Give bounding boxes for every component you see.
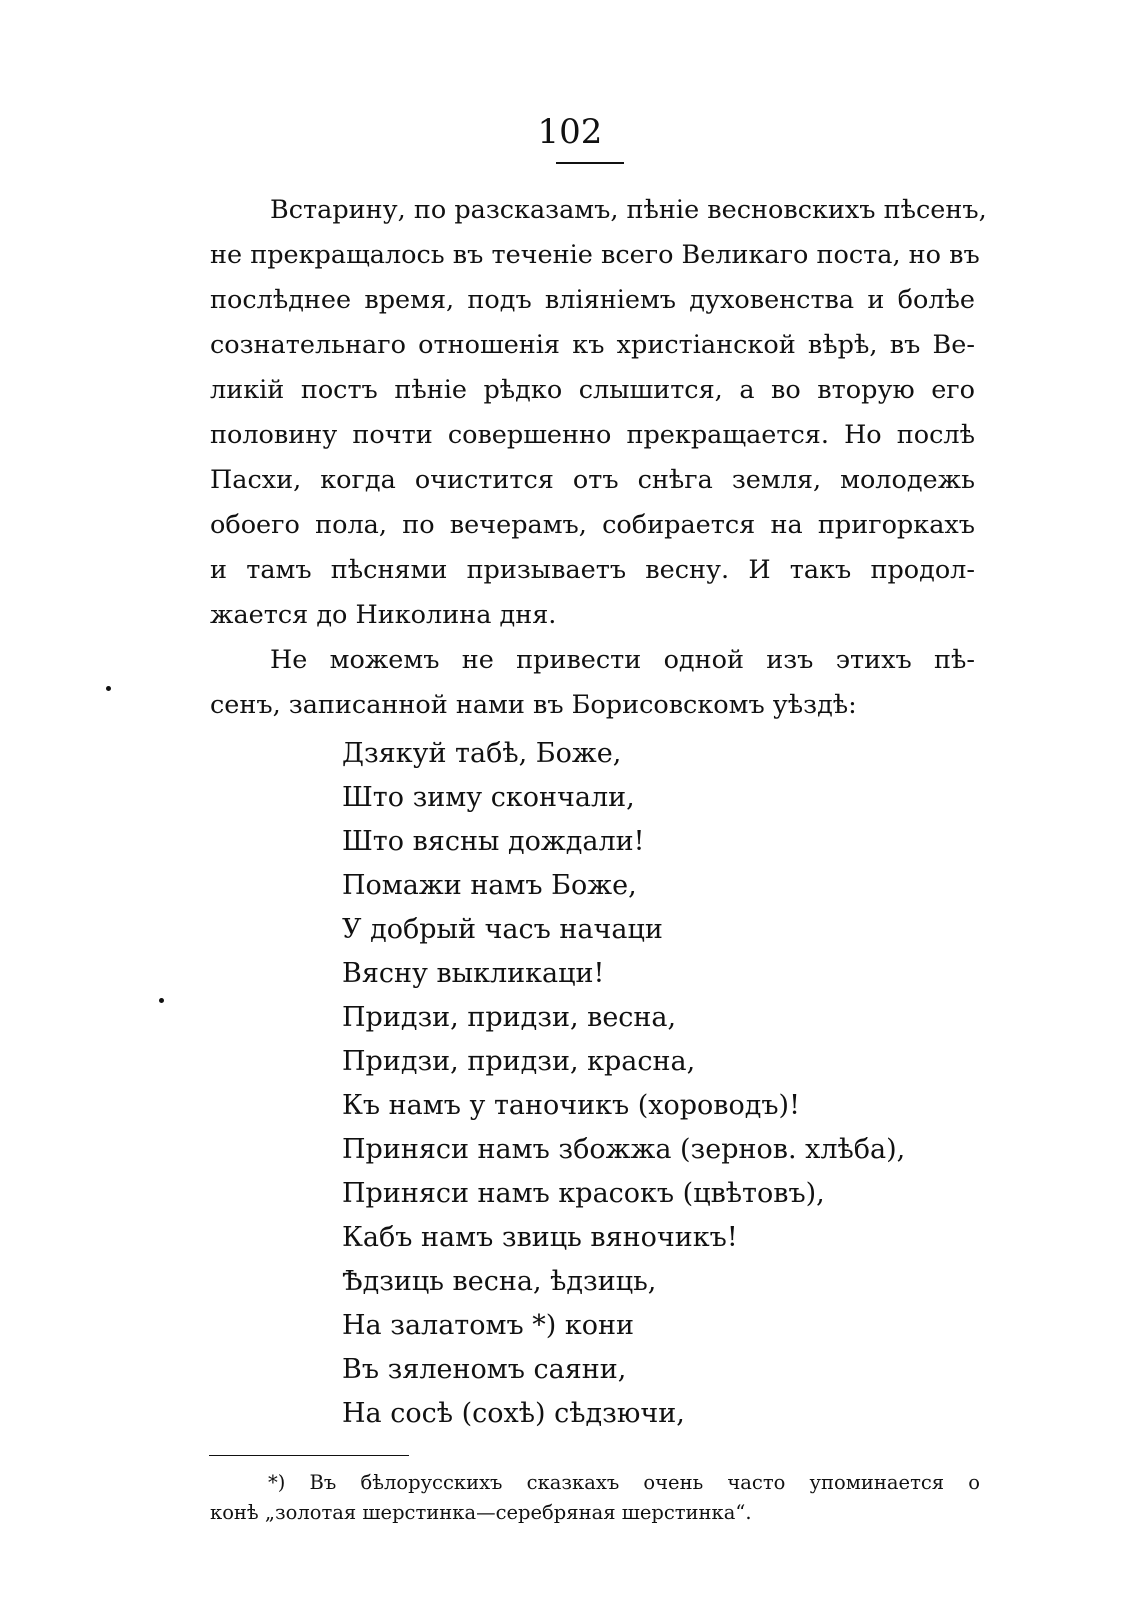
verse-line: Придзи, придзи, весна, (342, 1002, 677, 1033)
verse-line: Ѣдзиць весна, ѣдзиць, (342, 1266, 657, 1297)
print-speck (159, 998, 164, 1003)
verse-line: Въ зяленомъ саяни, (342, 1354, 627, 1385)
verse-line: Што вясны дождали! (342, 826, 645, 857)
prose-line: жается до Николина дня. (210, 600, 557, 630)
verse-line: Приняси намъ збожжа (зернов. хлѣба), (342, 1134, 906, 1165)
verse-line: Кабъ намъ звиць вяночикъ! (342, 1222, 738, 1253)
prose-line: не прекращалось въ теченіе всего Великаго поста, но въ (210, 240, 980, 270)
prose-line: Встарину, по разсказамъ, пѣніе весновскихъ пѣсенъ, (270, 195, 987, 225)
footnote-rule (209, 1455, 409, 1456)
print-speck (106, 686, 111, 691)
footnote-line: конѣ „золотая шерстинка—серебряная шерстинка“. (210, 1501, 752, 1524)
verse-line: Дзякуй табѣ, Боже, (342, 738, 622, 769)
verse-line: Придзи, придзи, красна, (342, 1046, 696, 1077)
prose-line: Пасхи, когда очистится отъ снѣга земля, молодежь (210, 465, 975, 495)
verse-line: Къ намъ у таночикъ (хороводъ)! (342, 1090, 800, 1121)
footnote-line: *) Въ бѣлорусскихъ сказкахъ очень часто упоминается о (268, 1471, 980, 1494)
verse-line: Помажи намъ Боже, (342, 870, 637, 901)
prose-line: сенъ, записанной нами въ Борисовскомъ уѣздѣ: (210, 690, 857, 720)
prose-line: Не можемъ не привести одной изъ этихъ пѣ- (270, 645, 975, 675)
prose-line: половину почти совершенно прекращается. Но послѣ (210, 420, 975, 450)
prose-line: и тамъ пѣснями призываетъ весну. И такъ продол- (210, 555, 975, 585)
page-number: 102 (537, 112, 603, 152)
prose-line: обоего пола, по вечерамъ, собирается на пригоркахъ (210, 510, 975, 540)
prose-line: ликій постъ пѣніе рѣдко слышится, а во вторую его (210, 375, 975, 405)
page-number-rule (556, 162, 624, 164)
verse-line: На залатомъ *) кони (342, 1310, 634, 1341)
verse-line: Приняси намъ красокъ (цвѣтовъ), (342, 1178, 825, 1209)
prose-line: сознательнаго отношенія къ христіанской вѣрѣ, въ Ве- (210, 330, 975, 360)
verse-line: На сосѣ (сохѣ) сѣдзючи, (342, 1398, 685, 1429)
verse-line: У добрый часъ начаци (342, 914, 663, 945)
prose-line: послѣднее время, подъ вліяніемъ духовенства и болѣе (210, 285, 975, 315)
verse-line: Што зиму скончали, (342, 782, 635, 813)
verse-line: Вясну выкликаци! (342, 958, 605, 989)
